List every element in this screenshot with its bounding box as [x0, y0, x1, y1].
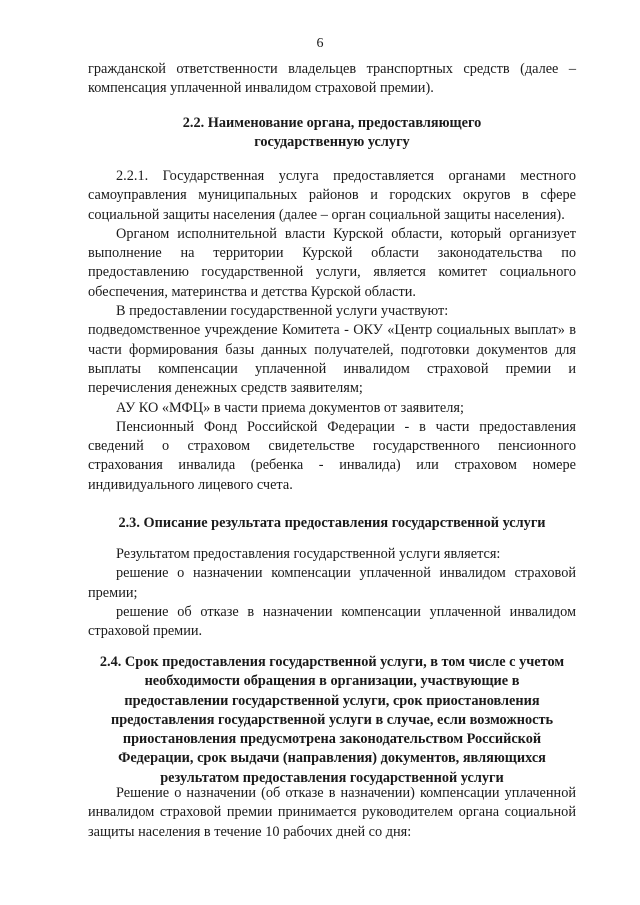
organizer-paragraph: Органом исполнительной власти Курской области, который организует выполнение на территории Курской области законодательства по предоставлению государственной услуги, является комитет социального обеспечения, материнства и детства Курской области. [88, 225, 576, 300]
intro-paragraph: гражданской ответственности владельцев транспортных средств (далее – компенсация уплаченной инвалидом страховой премии). [88, 61, 576, 97]
result-refusal: решение об отказе в назначении компенсации уплаченной инвалидом страховой премии. [88, 603, 576, 640]
participants-intro: В предоставлении государственной услуги участвуют: [116, 303, 449, 320]
section-2-2-heading: 2.2. Наименование органа, предоставляющего государственную услугу [182, 115, 482, 151]
result-grant: решение о назначении компенсации уплаченной инвалидом страховой премии; [88, 565, 576, 601]
section-2-3-heading: 2.3. Описание результата предоставления государственной услуги [118, 515, 546, 531]
page-number: 6 [316, 36, 324, 51]
section-2-4-paragraph: Решение о назначении (об отказе в назначении) компенсации уплаченной инвалидом страховой премии принимается руководителем органа социальной защиты населения в течение 10 рабочих дней со дня: [88, 785, 576, 840]
result-intro: Результатом предоставления государственной услуги является: [116, 546, 501, 562]
section-2-4-heading: 2.4. Срок предоставления государственной услуги, в том числе с учетом необходимости обращения в организации, участвующие в предоставлении государственной услуги, срок приостановления предоставления государственной услуги в случае, если возможность приостановления предусмотрена законодательством Российской Федерации, срок выдачи (направления) документов, являющихся результатом предоставления государственной услуги [99, 654, 565, 786]
participant-oku: подведомственное учреждение Комитета - ОКУ «Центр социальных выплат» в части формирования базы данных получателей, подготовки документов для выплаты компенсации уплаченной инвалидом страховой премии и перечисления денежных средств заявителям; [88, 322, 576, 397]
section-2-2-body [88, 167, 576, 495]
section-2-3-body [88, 545, 576, 641]
section-2-2-1-paragraph: 2.2.1. Государственная услуга предоставляется органами местного самоуправления муниципальных районов и городских округов в сфере социальной защиты населения (далее – орган социальной защиты населения). [88, 168, 576, 223]
participant-pension-fund: Пенсионный Фонд Российской Федерации - в части предоставления сведений о страховом свидетельстве государственного пенсионного страхования инвалида (ребенка - инвалида) или страховом номере индивидуального лицевого счета. [88, 418, 576, 493]
participant-mfc: АУ КО «МФЦ» в части приема документов от заявителя; [116, 399, 464, 416]
